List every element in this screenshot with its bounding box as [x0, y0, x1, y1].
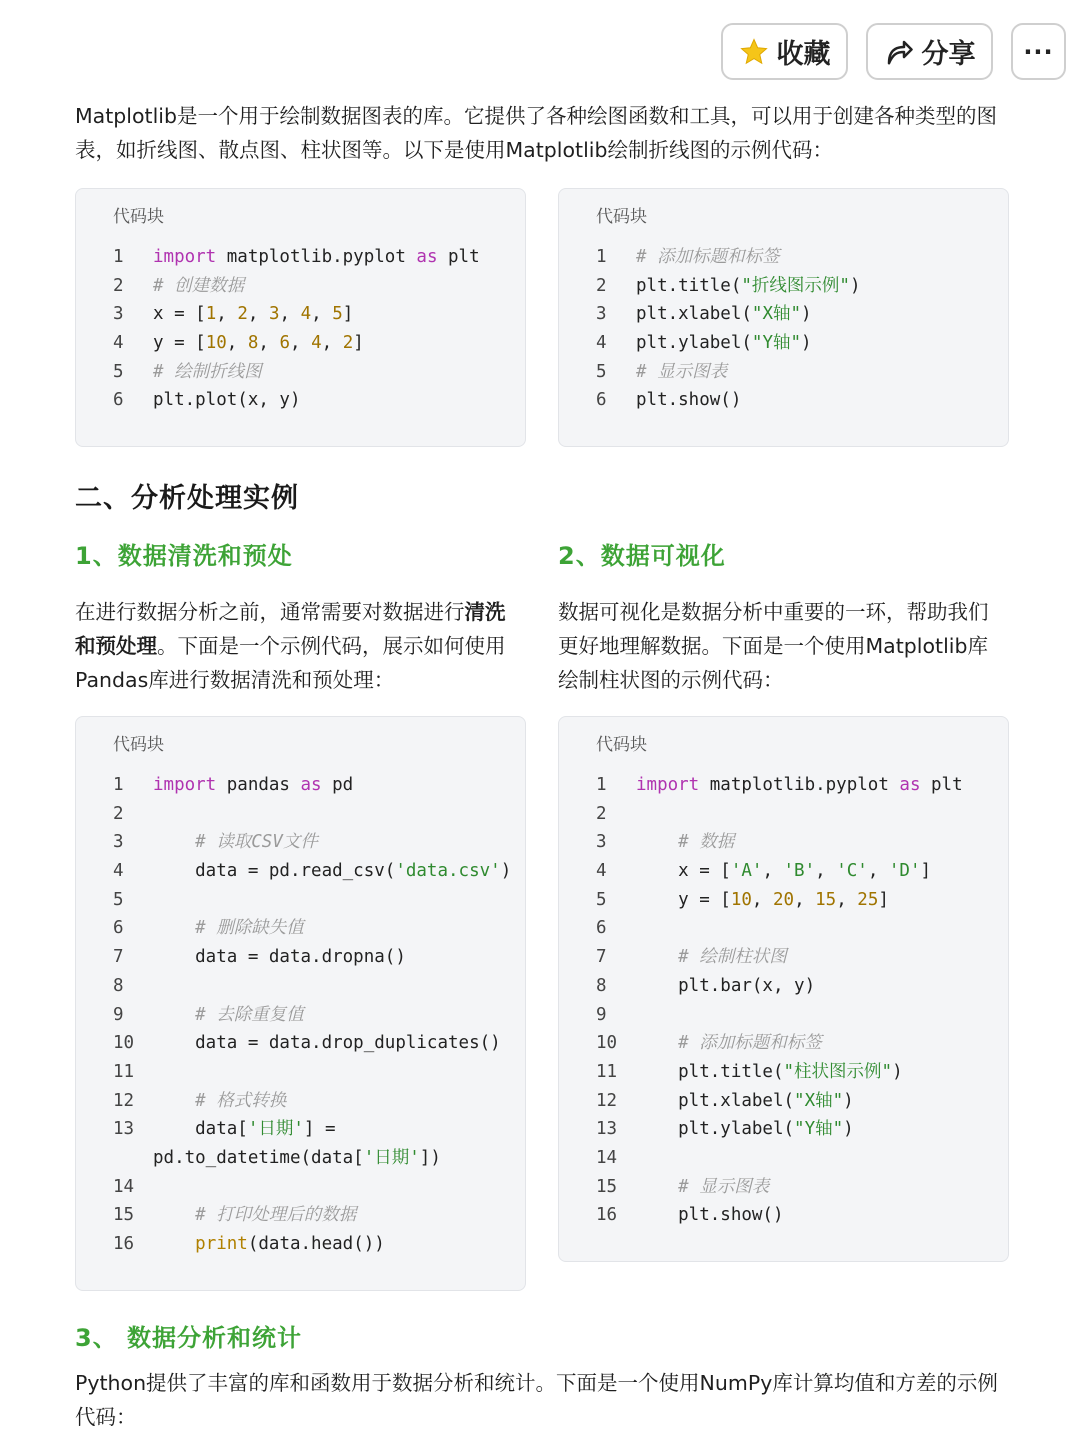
code-text — [636, 300, 1008, 329]
code-token: "X轴" — [794, 1090, 844, 1111]
code-token: # 绘制柱状图 — [678, 947, 787, 968]
code-token — [636, 1177, 678, 1197]
code-token: 'D' — [888, 861, 921, 882]
code-token: plt.bar(x, y) — [636, 975, 816, 996]
code-line — [596, 1058, 1008, 1087]
code-token: import — [153, 247, 217, 267]
code-token: # 添加标题和标签 — [678, 1033, 822, 1054]
code-token: , — [867, 861, 889, 882]
code-token: matplotlib.pyplot — [699, 775, 900, 795]
code-block-title: 代码块 — [113, 735, 164, 755]
code-token: plt.show() — [636, 1205, 784, 1226]
code-block-title: 代码块 — [113, 207, 164, 227]
line-number: 2 — [596, 275, 607, 296]
bold-keyword: 清洗和预处理 — [75, 600, 506, 658]
line-number: 3 — [113, 304, 124, 325]
code-text — [153, 329, 525, 358]
line-number: 5 — [113, 361, 124, 382]
code-token: data = data.drop_duplicates() — [153, 1033, 501, 1054]
code-line — [113, 243, 525, 272]
code-token: x = [ — [636, 861, 731, 882]
subheading-data-visualization: 2、数据可视化 — [558, 542, 726, 570]
code-text — [153, 300, 525, 329]
code-token: ] — [920, 861, 932, 882]
code-token: , — [258, 333, 280, 354]
line-number: 13 — [596, 1119, 618, 1140]
code-line — [596, 1087, 1008, 1116]
code-token: "折线图示例" — [741, 275, 850, 296]
code-text — [153, 800, 525, 829]
code-text — [153, 1029, 525, 1058]
code-line — [596, 243, 1008, 272]
code-token: data[ — [153, 1119, 248, 1140]
code-token — [153, 1005, 195, 1025]
code-token: # 显示图表 — [636, 361, 728, 382]
code-token: ]) — [419, 1147, 441, 1168]
code-token: , — [226, 333, 248, 354]
code-line — [596, 800, 1008, 829]
code-token: # 数据 — [678, 832, 735, 853]
line-number: 7 — [113, 947, 124, 968]
line-number: 12 — [113, 1090, 135, 1111]
line-number: 15 — [596, 1176, 618, 1197]
data-analysis-paragraph: Python提供了丰富的库和函数用于数据分析和统计。下面是一个使用NumPy库计算均值和方差的示例代码： — [75, 1371, 998, 1429]
code-token: "柱状图示例" — [783, 1061, 893, 1082]
code-text — [153, 1144, 525, 1173]
code-text — [636, 1173, 1008, 1202]
code-token: 2 — [237, 304, 248, 325]
line-number: 13 — [113, 1119, 135, 1140]
code-token: , — [247, 304, 269, 325]
code-line — [113, 1201, 525, 1230]
code-token: 4 — [300, 304, 312, 325]
code-text — [636, 828, 1008, 857]
code-token: 'A' — [730, 861, 763, 882]
code-text — [153, 1173, 525, 1202]
code-block-title: 代码块 — [596, 735, 647, 755]
code-token: y = [ — [153, 333, 206, 354]
line-number: 3 — [596, 304, 607, 325]
line-number: 14 — [596, 1147, 618, 1168]
code-token: (data.head()) — [247, 1234, 385, 1254]
code-token: matplotlib.pyplot — [216, 247, 417, 267]
code-token: pd.to_datetime(data[ — [153, 1147, 364, 1168]
code-token: # 去除重复值 — [195, 1004, 304, 1025]
favorite-label: 收藏 — [776, 39, 831, 70]
line-number: 10 — [596, 1033, 618, 1054]
code-token: '日期' — [363, 1147, 420, 1168]
code-text — [153, 1001, 525, 1030]
code-text — [636, 243, 1008, 272]
code-text — [636, 886, 1008, 915]
code-text — [636, 1029, 1008, 1058]
code-line — [596, 386, 1008, 415]
code-token: , — [311, 304, 333, 325]
code-token: 6 — [279, 333, 291, 354]
code-token: 4 — [311, 333, 322, 354]
code-token: # 创建数据 — [153, 275, 245, 296]
line-number: 6 — [113, 390, 124, 411]
line-number: 11 — [596, 1061, 618, 1082]
line-number: 2 — [113, 803, 124, 824]
code-text — [153, 358, 525, 387]
code-line — [113, 1230, 525, 1259]
code-token: y = [ — [636, 889, 731, 910]
code-token: as — [300, 775, 322, 795]
code-text — [636, 1087, 1008, 1116]
code-token: import — [153, 775, 217, 795]
code-token: plt — [437, 247, 480, 267]
code-token: , — [216, 304, 238, 325]
line-number: 1 — [596, 775, 607, 795]
code-line — [596, 857, 1008, 886]
data-visualization-paragraph: 数据可视化是数据分析中重要的一环，帮助我们更好地理解数据。下面是一个使用Matplotlib库绘制柱状图的示例代码： — [558, 600, 989, 692]
code-line — [113, 914, 525, 943]
code-block-line-chart-data — [75, 188, 526, 447]
code-token: as — [899, 775, 921, 795]
code-token: 'C' — [836, 861, 868, 882]
line-number: 10 — [113, 1033, 135, 1054]
code-text — [153, 943, 525, 972]
intro-paragraph: Matplotlib是一个用于绘制数据图表的库。它提供了各种绘图函数和工具，可以用于创建各种类型的图表，如折线图、散点图、柱状图等。以下是使用Matplotlib绘制折线图的示例代码： — [75, 104, 997, 162]
code-token: , — [762, 861, 784, 882]
code-token: , — [794, 889, 816, 910]
code-text — [153, 1058, 525, 1087]
code-line — [596, 771, 1008, 800]
code-token: # 读取CSV文件 — [195, 832, 318, 853]
code-text — [153, 272, 525, 301]
code-text — [636, 386, 1008, 415]
line-number: 5 — [113, 889, 124, 910]
more-options-button[interactable] — [1011, 23, 1066, 80]
code-line — [113, 972, 525, 1001]
code-line — [596, 1001, 1008, 1030]
code-line — [596, 828, 1008, 857]
code-token: 5 — [332, 304, 343, 325]
code-line — [113, 828, 525, 857]
code-text — [636, 1144, 1008, 1173]
code-token — [636, 832, 678, 852]
favorite-button[interactable] — [721, 23, 848, 80]
line-number: 4 — [596, 861, 607, 882]
code-token: , — [279, 304, 301, 325]
code-token: ] — [878, 889, 889, 910]
code-token: ) — [892, 1061, 903, 1082]
code-token: plt — [920, 775, 963, 795]
line-number: 2 — [113, 275, 124, 296]
code-line — [596, 972, 1008, 1001]
code-text — [636, 771, 1008, 800]
code-line — [113, 1058, 525, 1087]
code-token: # 删除缺失值 — [195, 918, 304, 939]
line-number: 12 — [596, 1090, 618, 1111]
code-token: # 绘制折线图 — [153, 361, 262, 382]
code-token — [636, 947, 678, 967]
code-token: , — [751, 889, 773, 910]
code-token: plt.title( — [636, 275, 742, 296]
code-line — [113, 300, 525, 329]
code-text — [636, 1115, 1008, 1144]
code-text — [636, 272, 1008, 301]
code-line — [113, 272, 525, 301]
code-line — [113, 1029, 525, 1058]
subheading-data-analysis: 3、 数据分析和统计 — [75, 1324, 303, 1352]
share-arrow-icon — [884, 37, 914, 67]
code-line — [113, 771, 525, 800]
code-line — [113, 886, 525, 915]
code-line — [596, 1173, 1008, 1202]
data-cleaning-paragraph: 在进行数据分析之前，通常需要对数据进行清洗和预处理。下面是一个示例代码，展示如何使用Pandas库进行数据清洗和预处理： — [75, 600, 506, 692]
code-text — [636, 1001, 1008, 1030]
line-number: 5 — [596, 889, 607, 910]
code-text — [153, 886, 525, 915]
code-token: 1 — [205, 304, 217, 325]
line-number: 11 — [113, 1061, 135, 1082]
code-text — [153, 914, 525, 943]
code-text — [153, 1201, 525, 1230]
code-token: , — [321, 333, 343, 354]
code-token — [153, 1205, 195, 1225]
code-token: "Y轴" — [794, 1119, 844, 1140]
share-button[interactable] — [866, 23, 993, 80]
line-number — [113, 1144, 153, 1173]
code-token: 20 — [772, 889, 795, 910]
code-token: 8 — [247, 333, 259, 354]
code-line — [113, 800, 525, 829]
code-text — [636, 914, 1008, 943]
code-token: ] — [353, 333, 364, 354]
code-line — [113, 1144, 525, 1173]
code-token: , — [290, 333, 312, 354]
line-number: 6 — [113, 918, 124, 939]
code-token: # 添加标题和标签 — [636, 247, 780, 267]
more-dots-icon: ··· — [1023, 37, 1054, 66]
code-token: ) — [849, 275, 861, 296]
code-line — [113, 943, 525, 972]
code-text — [153, 386, 525, 415]
line-number: 1 — [113, 775, 124, 795]
code-token: 10 — [205, 333, 227, 354]
code-token: print — [195, 1234, 248, 1254]
line-number: 15 — [113, 1205, 135, 1226]
code-token: # 显示图表 — [678, 1176, 770, 1197]
line-number: 3 — [113, 832, 124, 853]
code-line — [113, 857, 525, 886]
code-token: ) — [801, 304, 812, 325]
code-token: plt.xlabel( — [636, 304, 752, 325]
code-line — [596, 1115, 1008, 1144]
code-text — [153, 972, 525, 1001]
code-text — [153, 1087, 525, 1116]
code-line — [596, 272, 1008, 301]
code-block-pandas-cleaning — [75, 716, 526, 1291]
code-line — [596, 1201, 1008, 1230]
code-token — [153, 832, 195, 852]
code-token: pandas — [216, 775, 301, 795]
line-number: 16 — [596, 1205, 618, 1226]
code-text — [636, 329, 1008, 358]
code-line — [113, 1087, 525, 1116]
code-token: plt.ylabel( — [636, 1119, 795, 1140]
code-token: ) — [843, 1119, 854, 1140]
code-line — [596, 300, 1008, 329]
code-text — [636, 1058, 1008, 1087]
line-number: 7 — [596, 947, 607, 968]
code-text — [153, 1230, 525, 1259]
code-block-bar-chart — [558, 716, 1009, 1262]
code-token: plt.ylabel( — [636, 333, 752, 354]
line-number: 1 — [113, 247, 124, 267]
line-number: 9 — [596, 1004, 607, 1025]
code-token: , — [815, 861, 837, 882]
code-token: "X轴" — [751, 304, 802, 325]
code-line — [113, 1173, 525, 1202]
code-token: # 打印处理后的数据 — [195, 1205, 357, 1226]
code-line — [113, 1115, 525, 1144]
code-block-line-chart-labels — [558, 188, 1009, 447]
code-text — [636, 943, 1008, 972]
code-text — [636, 800, 1008, 829]
code-line — [596, 914, 1008, 943]
code-text — [153, 1115, 525, 1144]
code-token: 15 — [815, 889, 837, 910]
code-line — [596, 358, 1008, 387]
code-token: ) — [843, 1090, 854, 1111]
code-line — [113, 329, 525, 358]
code-block-title: 代码块 — [596, 207, 647, 227]
code-token: ) — [801, 333, 812, 354]
code-token: ] — [342, 304, 354, 325]
code-token: pd — [321, 775, 354, 795]
code-text — [153, 828, 525, 857]
line-number: 6 — [596, 918, 607, 939]
code-token — [153, 918, 195, 938]
code-token: 10 — [730, 889, 752, 910]
line-number: 4 — [596, 333, 607, 354]
code-token: data = pd.read_csv( — [153, 861, 396, 882]
code-token: x = [ — [153, 304, 206, 325]
code-token: plt.title( — [636, 1061, 784, 1082]
code-token: ) — [500, 861, 512, 882]
code-token: "Y轴" — [751, 333, 802, 354]
code-text — [153, 857, 525, 886]
code-text — [153, 771, 525, 800]
code-line — [113, 386, 525, 415]
code-text — [636, 358, 1008, 387]
code-line — [596, 1144, 1008, 1173]
star-icon — [739, 37, 769, 67]
code-line — [596, 329, 1008, 358]
line-number: 3 — [596, 832, 607, 853]
subheading-data-cleaning: 1、数据清洗和预处 — [75, 542, 293, 570]
code-token: as — [416, 247, 438, 267]
line-number: 14 — [113, 1176, 135, 1197]
code-token: ] = — [303, 1119, 336, 1140]
code-token: plt.xlabel( — [636, 1090, 795, 1111]
code-text — [153, 243, 525, 272]
code-token: # 格式转换 — [195, 1090, 287, 1111]
line-number: 16 — [113, 1234, 135, 1254]
code-text — [636, 857, 1008, 886]
code-text — [636, 1201, 1008, 1230]
line-number: 8 — [596, 975, 607, 996]
code-token: plt.show() — [636, 390, 742, 411]
code-token: data = data.dropna() — [153, 947, 406, 968]
code-token: , — [836, 889, 858, 910]
line-number: 8 — [113, 975, 124, 996]
code-line — [596, 943, 1008, 972]
code-token: 'data.csv' — [395, 861, 501, 882]
code-token: 'B' — [783, 861, 816, 882]
code-token — [636, 1033, 678, 1053]
code-text — [636, 972, 1008, 1001]
line-number: 9 — [113, 1004, 124, 1025]
line-number: 4 — [113, 861, 124, 882]
code-token — [153, 1234, 195, 1254]
code-token: 2 — [342, 333, 354, 354]
code-token: 25 — [857, 889, 879, 910]
line-number: 2 — [596, 803, 607, 824]
code-line — [596, 886, 1008, 915]
code-token: '日期' — [247, 1119, 304, 1140]
code-line — [113, 1001, 525, 1030]
section-heading: 二、分析处理实例 — [75, 483, 299, 514]
code-line — [113, 358, 525, 387]
line-number: 5 — [596, 361, 607, 382]
code-token: 3 — [268, 304, 280, 325]
code-token — [153, 1091, 195, 1111]
line-number: 6 — [596, 390, 607, 411]
code-line — [596, 1029, 1008, 1058]
line-number: 1 — [596, 247, 607, 267]
code-token: plt.plot(x, y) — [153, 390, 301, 411]
share-label: 分享 — [921, 39, 976, 70]
code-token: import — [636, 775, 700, 795]
toolbar — [721, 23, 1066, 80]
line-number: 4 — [113, 333, 124, 354]
